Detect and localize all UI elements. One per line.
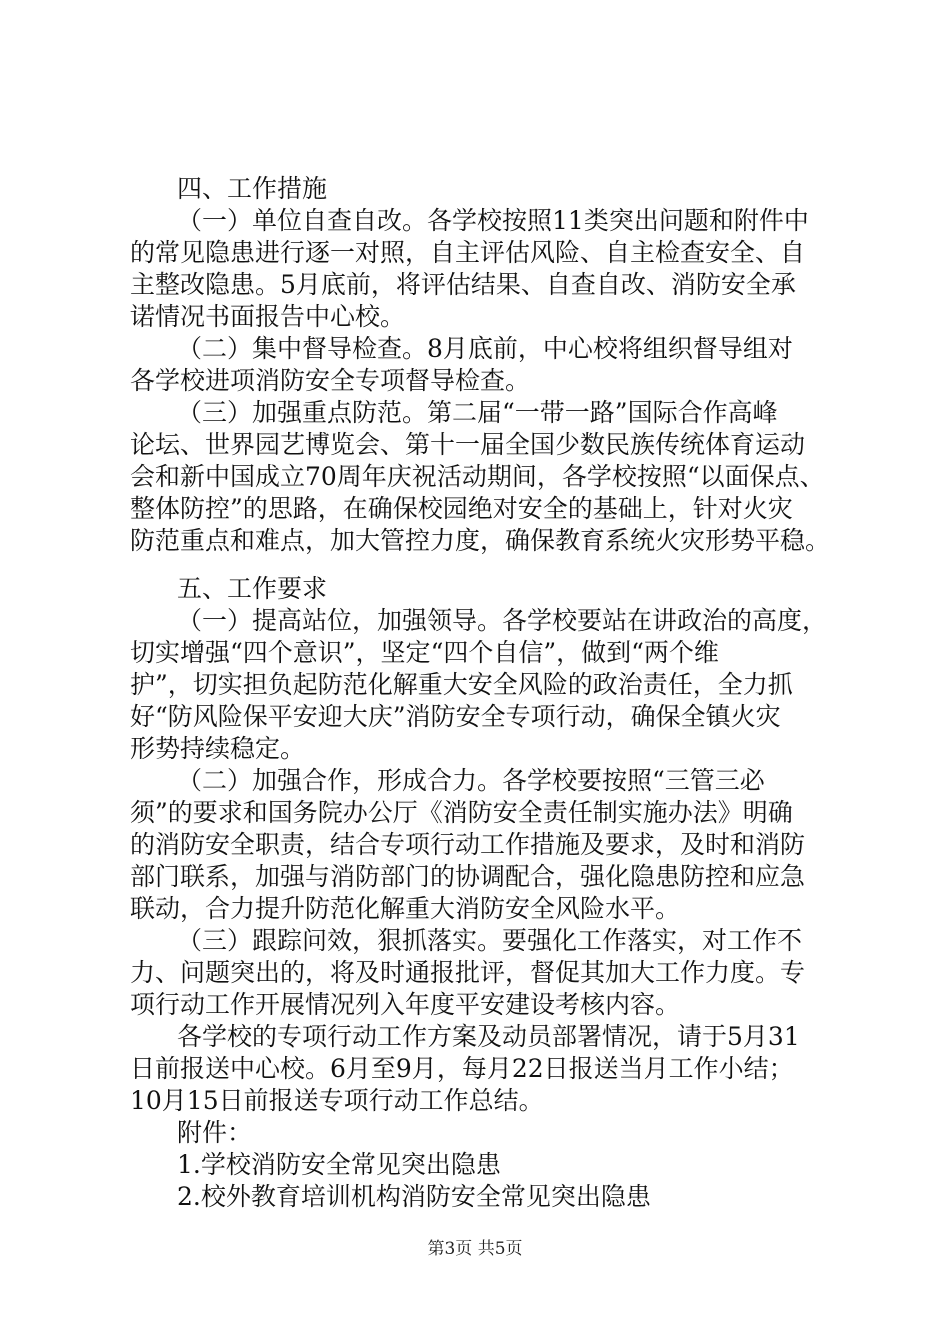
paragraph-line: 各学校的专项行动工作方案及动员部署情况，请于5月31: [177, 1022, 800, 1051]
paragraph-line: 形势持续稳定。: [130, 734, 306, 763]
paragraph-line: 10月15日前报送专项行动工作总结。: [130, 1086, 544, 1115]
paragraph-line: 力、问题突出的，将及时通报批评，督促其加大工作力度。专: [130, 958, 806, 987]
paragraph-line: 日前报送中心校。6月至9月，每月22日报送当月工作小结；: [130, 1054, 794, 1083]
paragraph-line: 护”，切实担负起防范化解重大安全风险的政治责任，全力抓: [130, 670, 793, 699]
paragraph-line: （二）加强合作，形成合力。各学校要按照“三管三必: [177, 766, 765, 795]
paragraph-line: 各学校进项消防安全专项督导检查。: [130, 366, 531, 395]
paragraph-line: 项行动工作开展情况列入年度平安建设考核内容。: [130, 990, 681, 1019]
paragraph-line: 会和新中国成立70周年庆祝活动期间，各学校按照“以面保点、: [130, 462, 825, 491]
paragraph-line: 须”的要求和国务院办公厅《消防安全责任制实施办法》明确: [130, 798, 793, 827]
paragraph-line: 联动，合力提升防范化解重大消防安全风险水平。: [130, 894, 681, 923]
paragraph-line: 主整改隐患。5月底前，将评估结果、自查自改、消防安全承: [130, 270, 796, 299]
paragraph-line: 的常见隐患进行逐一对照，自主评估风险、自主检查安全、自: [130, 238, 806, 267]
heading-work-measures: 四、工作措施: [177, 174, 328, 203]
paragraph-line: 整体防控”的思路，在确保校园绝对安全的基础上，针对火灾: [130, 494, 793, 523]
attachment-item: 1.学校消防安全常见突出隐患: [177, 1150, 501, 1179]
page-number-footer: 第3页 共5页: [427, 1239, 523, 1259]
attachment-item: 2.校外教育培训机构消防安全常见突出隐患: [177, 1182, 651, 1211]
paragraph-line: （一）单位自查自改。各学校按照11类突出问题和附件中: [177, 206, 809, 235]
paragraph-line: 论坛、世界园艺博览会、第十一届全国少数民族传统体育运动: [130, 430, 806, 459]
paragraph-line: （二）集中督导检查。8月底前，中心校将组织督导组对: [177, 334, 793, 363]
paragraph-line: 好“防风险保平安迎大庆”消防安全专项行动，确保全镇火灾: [130, 702, 781, 731]
paragraph-line: 的消防安全职责，结合专项行动工作措施及要求，及时和消防: [130, 830, 806, 859]
paragraph-line: 诺情况书面报告中心校。: [130, 302, 406, 331]
heading-work-requirements: 五、工作要求: [177, 574, 328, 603]
paragraph-line: （三）加强重点防范。第二届“一带一路”国际合作高峰: [177, 398, 778, 427]
paragraph-line: （三）跟踪问效，狠抓落实。要强化工作落实，对工作不: [177, 926, 803, 955]
attachments-label: 附件：: [177, 1118, 253, 1147]
paragraph-line: 防范重点和难点，加大管控力度，确保教育系统火灾形势平稳。: [130, 526, 831, 555]
paragraph-line: 切实增强“四个意识”，坚定“四个自信”，做到“两个维: [130, 638, 719, 667]
paragraph-line: （一）提高站位，加强领导。各学校要站在讲政治的高度，: [177, 606, 828, 635]
paragraph-line: 部门联系，加强与消防部门的协调配合，强化隐患防控和应急: [130, 862, 806, 891]
